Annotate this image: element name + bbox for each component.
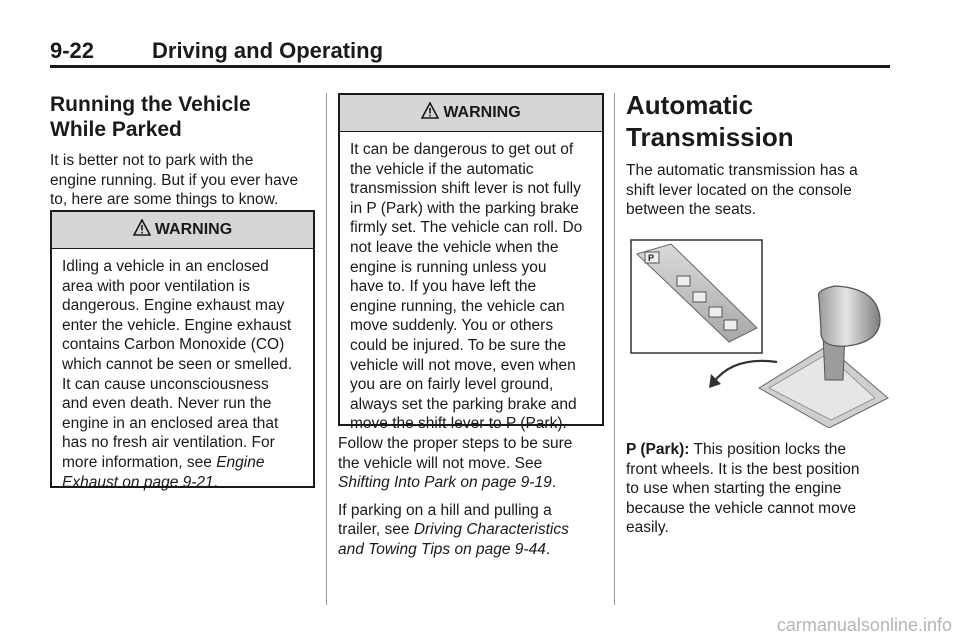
column-divider-right: [614, 93, 615, 605]
warning-label: WARNING: [443, 104, 521, 121]
warning-text: Idling a vehicle in an enclosed area with poor ventilation is dangerous. Engine exhaust may enter the vehicle. Engine exhaust contains Carbon Monoxide (CO) which cannot be seen or smelled. It can cause unconsciousness and even death. Never run the engine in an enclosed area that has no fresh air ventilation. For more information, see Engine Exhaust on page 9-21.: [62, 258, 293, 491]
shift-lever-illustration: [629, 238, 890, 428]
middle-column-text: [338, 434, 603, 560]
section-title: Driving and Operating: [152, 38, 384, 63]
warning-text: It can be dangerous to get out of the vehicle if the automatic transmission shift lever is not fully in P (Park) with the parking brake firmly set. The vehicle can roll. Do not leave the vehicle when the engine is running unless you have to. If you have left the engine running, the vehicle can move suddenly. You or others could be injured. To be sure the vehicle will not move, even when you are on fairly level ground, always set the parking brake and move the shift lever to P (Park).: [350, 141, 583, 433]
right-column: [626, 89, 894, 220]
gate-indicator-box: [693, 292, 706, 302]
cross-reference-link[interactable]: Shifting Into Park on page 9-19: [338, 474, 552, 492]
intro-paragraph: It is better not to park with the engine running. But if you ever have to, here are some things to know.: [50, 152, 299, 209]
park-label: P (Park):: [626, 441, 690, 458]
cross-reference-link[interactable]: and Towing Tips on page 9-44: [338, 540, 546, 558]
shift-knob: [818, 286, 880, 346]
gate-indicator-box: [724, 320, 737, 330]
park-gate-label: P: [648, 253, 655, 263]
warning-box-exhaust: [50, 210, 315, 491]
park-description: [626, 440, 894, 538]
gate-indicator-box: [709, 307, 722, 317]
warning-label: WARNING: [154, 221, 233, 238]
gate-indicator-box: [677, 276, 690, 286]
hill-parking-paragraph: If parking on a hill and pulling a trailer, see Driving Characteristics and Towing Tips on page 9-44.: [338, 501, 569, 558]
park-paragraph: P (Park): This position locks the front wheels. It is the best position to use when starting the engine because the vehicle cannot move easily.: [626, 441, 860, 537]
left-column: [50, 92, 315, 210]
warning-header: [52, 212, 313, 249]
cross-reference-link[interactable]: Driving Characteristics: [413, 521, 569, 539]
section-heading-automatic-transmission: Automatic Transmission: [626, 90, 794, 152]
header-rule: [50, 65, 890, 68]
cross-reference-link[interactable]: Engine: [216, 453, 265, 471]
pointer-arrow-icon: [713, 361, 777, 383]
warning-icon: [421, 102, 439, 119]
column-divider-left: [326, 93, 327, 605]
section-heading-running-parked: Running the Vehicle While Parked: [50, 93, 251, 141]
page-header: [50, 38, 890, 68]
transmission-intro: The automatic transmission has a shift lever located on the console between the seats.: [626, 162, 858, 219]
watermark: carmanualsonline.info: [776, 615, 952, 635]
park-steps-paragraph: Follow the proper steps to be sure the vehicle will not move. See Shifting Into Park on page 9-19.: [338, 435, 573, 492]
warning-icon: [133, 219, 151, 236]
warning-box-shift-lever: [338, 93, 604, 433]
page-number: 9-22: [50, 38, 95, 63]
cross-reference-link[interactable]: Exhaust on page 9-21: [62, 473, 214, 491]
warning-header: [340, 95, 602, 132]
